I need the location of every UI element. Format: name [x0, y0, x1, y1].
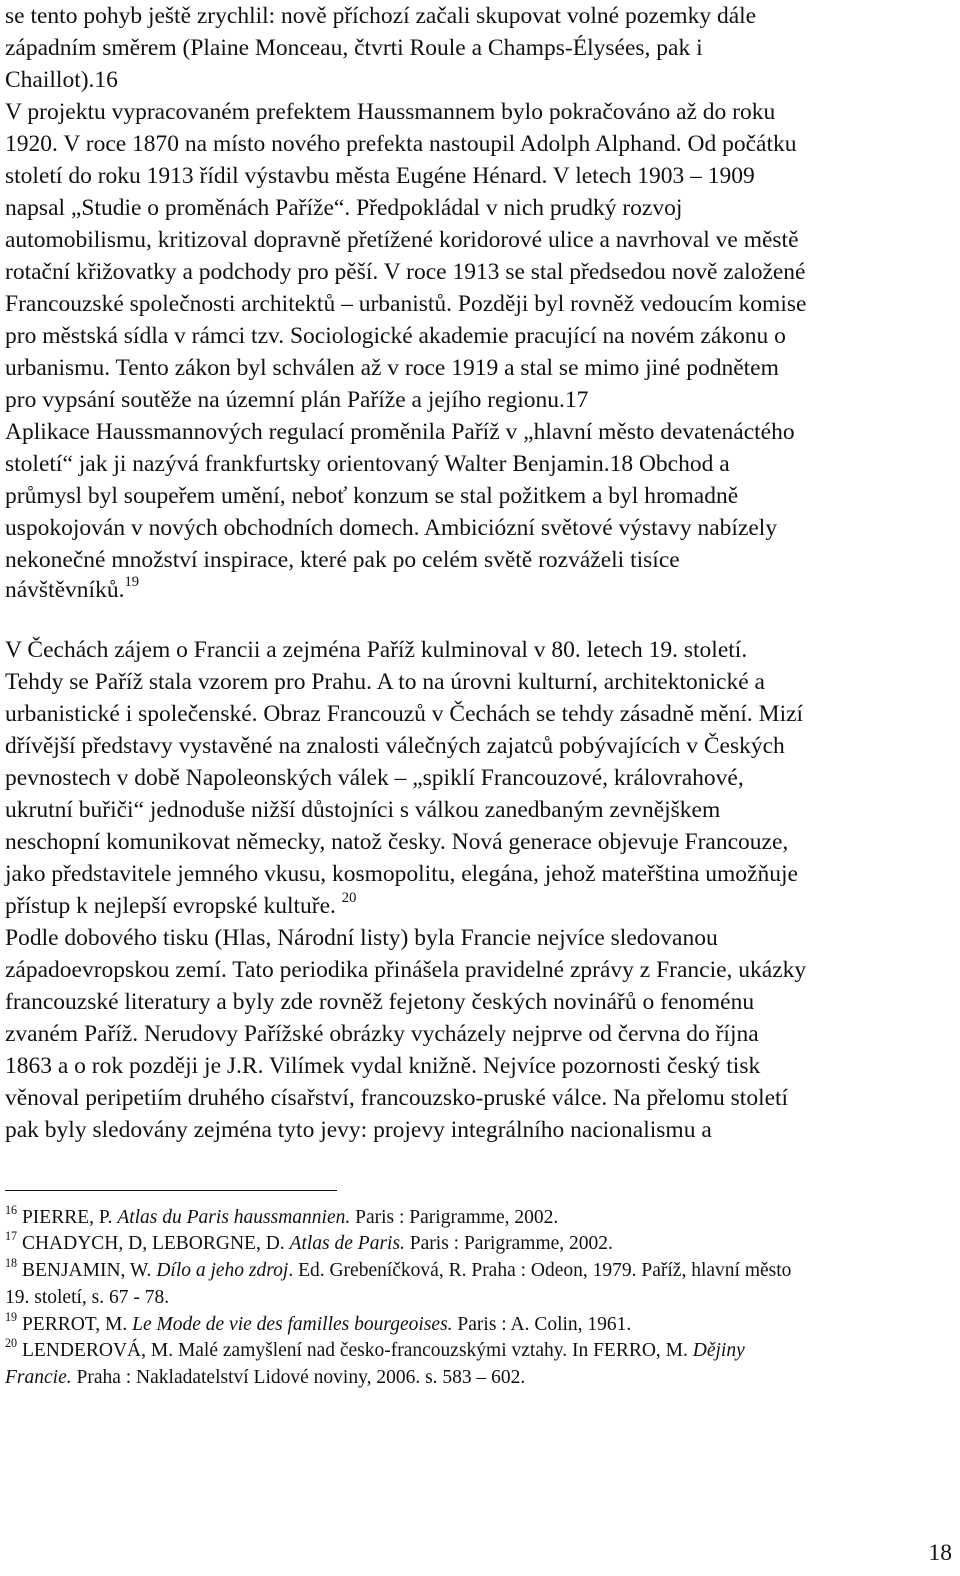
footnote-ref: 20: [341, 890, 357, 906]
body-line: Chaillot).16: [5, 67, 118, 93]
body-line: dřívější představy vystavěné na znalosti válečných zajatců pobývajících v Českých: [5, 733, 785, 759]
footnote: [5, 1255, 792, 1284]
body-line: pak byly sledovány zejména tyto jevy: projevy integrálního nacionalismu a: [5, 1117, 712, 1143]
body-line: automobilismu, kritizoval dopravně přetížené koridorové ulice a navrhoval ve městě: [5, 227, 799, 253]
body-line: zvaném Paříž. Nerudovy Pařížské obrázky vycházely nejprve od června do října: [5, 1021, 759, 1047]
footnote-text: 19. století, s. 67 - 78.: [5, 1287, 170, 1308]
footnote: [5, 1309, 632, 1338]
footnote-continuation: [5, 1285, 169, 1311]
body-line: uspokojován v nových obchodních domech. Ambiciózní světové výstavy nabízely: [5, 515, 778, 541]
body-line: Aplikace Haussmannových regulací proměnila Paříž v „hlavní město devatenáctého: [5, 419, 795, 445]
body-line: pro vypsání soutěže na územní plán Paříže a jejího regionu.17: [5, 387, 589, 413]
footnote-title: Atlas de Paris.: [289, 1233, 405, 1254]
body-line: věnoval peripetiím druhého císařství, francouzsko-pruské válce. Na přelomu století: [5, 1085, 789, 1111]
footnote-text: LENDEROVÁ, M. Malé zamyšlení nad česko-francouzskými vztahy. In FERRO, M.: [21, 1340, 693, 1361]
body-line: 1920. V roce 1870 na místo nového prefekta nastoupil Adolph Alphand. Od počátku: [5, 131, 797, 157]
body-line: napsal „Studie o proměnách Paříže“. Předpokládal v nich prudký rozvoj: [5, 195, 683, 221]
footnote-number: 16: [5, 1202, 18, 1217]
body-line: pro městská sídla v rámci tzv. Sociologické akademie pracující na novém zákonu o: [5, 323, 786, 349]
footnote-text: Paris : A. Colin, 1961.: [452, 1314, 632, 1335]
body-line: století do roku 1913 řídil výstavbu města Eugéne Hénard. V letech 1903 – 1909: [5, 163, 755, 189]
footnote-text: Paris : Parigramme, 2002.: [404, 1233, 613, 1254]
footnote: [5, 1335, 745, 1364]
page-number: 18: [928, 1540, 952, 1566]
body-line: [5, 574, 139, 606]
footnote: [5, 1202, 559, 1231]
footnote-text: Praha : Nakladatelství Lidové noviny, 2006. s. 583 – 602.: [71, 1367, 526, 1388]
footnote-text: Paris : Parigramme, 2002.: [350, 1207, 559, 1228]
footnote-text: . Ed. Grebeníčková, R. Praha : Odeon, 1979. Paříž, hlavní město: [288, 1260, 792, 1281]
footnote-number: 18: [5, 1255, 18, 1270]
body-line: rotační křižovatky a podchody pro pěší. V roce 1913 se stal předsedou nově založené: [5, 259, 806, 285]
footnote: [5, 1228, 613, 1257]
body-line: V Čechách zájem o Francii a zejména Paříž kulminoval v 80. letech 19. století.: [5, 637, 748, 663]
body-line: západním směrem (Plaine Monceau, čtvrti Roule a Champs-Élysées, pak i: [5, 35, 703, 61]
footnote-separator: [5, 1190, 337, 1191]
body-line: Francouzské společnosti architektů – urbanistů. Později byl rovněž vedoucím komise: [5, 291, 807, 317]
body-line: nekonečné množství inspirace, které pak po celém světě rozváželi tisíce: [5, 547, 680, 573]
footnote-title: Dějiny: [692, 1340, 745, 1361]
body-line: urbanismu. Tento zákon byl schválen až v roce 1919 a stal se mimo jiné podnětem: [5, 355, 779, 381]
body-line: francouzské literatury a byly zde rovněž fejetony českých novinářů o fenoménu: [5, 989, 755, 1015]
body-line: se tento pohyb ještě zrychlil: nově příchozí začali skupovat volné pozemky dále: [5, 3, 757, 29]
footnote-title: Dílo a jeho zdroj: [156, 1260, 289, 1281]
footnote-number: 19: [5, 1309, 18, 1324]
body-line: V projektu vypracovaném prefektem Haussmannem bylo pokračováno až do roku: [5, 99, 776, 125]
body-line-text: přístup k nejlepší evropské kultuře.: [5, 893, 336, 919]
footnote-title: Atlas du Paris haussmannien.: [117, 1207, 351, 1228]
footnote-number: 20: [5, 1335, 18, 1350]
footnote-ref: 19: [124, 574, 140, 590]
body-line: [5, 890, 356, 922]
body-line: jako představitele jemného vkusu, kosmopolitu, elegána, jehož mateřština umožňuje: [5, 861, 798, 887]
body-line: průmysl byl soupeřem umění, neboť konzum se stal požitkem a byl hromadně: [5, 483, 739, 509]
body-line: západoevropskou zemí. Tato periodika přinášela pravidelné zprávy z Francie, ukázky: [5, 957, 807, 983]
footnote-number: 17: [5, 1228, 18, 1243]
body-line: pevnostech v době Napoleonských válek – „spiklí Francouzové, královrahové,: [5, 765, 744, 791]
footnote-continuation: [5, 1365, 525, 1391]
footnote-title: Le Mode de vie des familles bourgeoises.: [132, 1314, 453, 1335]
footnote-text: CHADYCH, D, LEBORGNE, D.: [21, 1233, 290, 1254]
body-line: ukrutní buřiči“ jednoduše nižší důstojníci s válkou zanedbaným zevnějškem: [5, 797, 721, 823]
body-line-text: návštěvníků.: [5, 577, 125, 603]
body-line: Tehdy se Paříž stala vzorem pro Prahu. A to na úrovni kulturní, architektonické a: [5, 669, 765, 695]
footnote-title: Francie.: [5, 1367, 72, 1388]
footnote-text: PIERRE, P.: [21, 1207, 118, 1228]
body-line: 1863 a o rok později je J.R. Vilímek vydal knižně. Nejvíce pozornosti český tisk: [5, 1053, 761, 1079]
body-line: neschopní komunikovat německy, natož česky. Nová generace objevuje Francouze,: [5, 829, 789, 855]
body-line: století“ jak ji nazývá frankfurtsky orientovaný Walter Benjamin.18 Obchod a: [5, 451, 730, 477]
footnote-text: PERROT, M.: [21, 1314, 133, 1335]
footnote-text: BENJAMIN, W.: [21, 1260, 157, 1281]
body-line: Podle dobového tisku (Hlas, Národní listy) byla Francie nejvíce sledovanou: [5, 925, 718, 951]
body-line: urbanistické i společenské. Obraz Francouzů v Čechách se tehdy zásadně mění. Mizí: [5, 701, 804, 727]
